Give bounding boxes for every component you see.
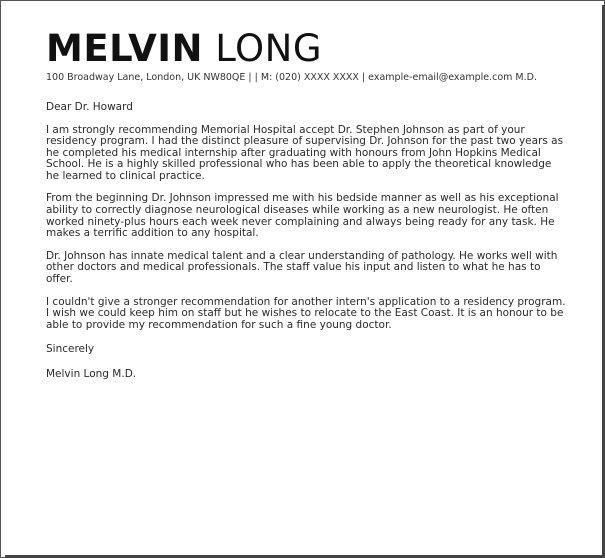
paragraph-4: I couldn't give a stronger recommendation for another intern's application to a residency program. I wish we could keep him on staff but he wishes to relocate to the East Coast. It is an honour to be able to provide my recommendation for such a fine young doctor. <box>46 295 566 331</box>
sender-name <box>46 29 566 69</box>
paragraph-1: I am strongly recommending Memorial Hospital accept Dr. Stephen Johnson as part of your residency program. I had the distinct pleasure of supervising Dr. Johnson for the past two years as he completed his medical internship after graduating with honours from John Hopkins Medical School. He is a highly skilled professional who has been able to apply the theoretical knowledge he learned to clinical practice. <box>46 123 564 182</box>
salutation: Dear Dr. Howard <box>46 100 133 113</box>
sender-last-name: LONG <box>215 27 322 70</box>
paragraph-2: From the beginning Dr. Johnson impressed me with his bedside manner as well as his exceptional ability to correctly diagnose neurological diseases while working as a new neurologist. He often worked ninety-plus hours each week never complaining and always being ready for any task. He makes a terrific addition to any hospital. <box>46 192 559 240</box>
sender-contact-line: 100 Broadway Lane, London, UK NW80QE | | M: (020) XXXX XXXX | example-email@example.com M.D. <box>46 72 537 83</box>
sender-first-name: MELVIN <box>46 27 203 70</box>
paragraph-3: Dr. Johnson has innate medical talent and a clear understanding of pathology. He works well with other doctors and medical professionals. The staff value his input and listen to what he has to offer. <box>46 249 558 286</box>
letter-body <box>46 29 566 381</box>
signature: Melvin Long M.D. <box>46 368 137 381</box>
closing: Sincerely <box>46 343 95 356</box>
